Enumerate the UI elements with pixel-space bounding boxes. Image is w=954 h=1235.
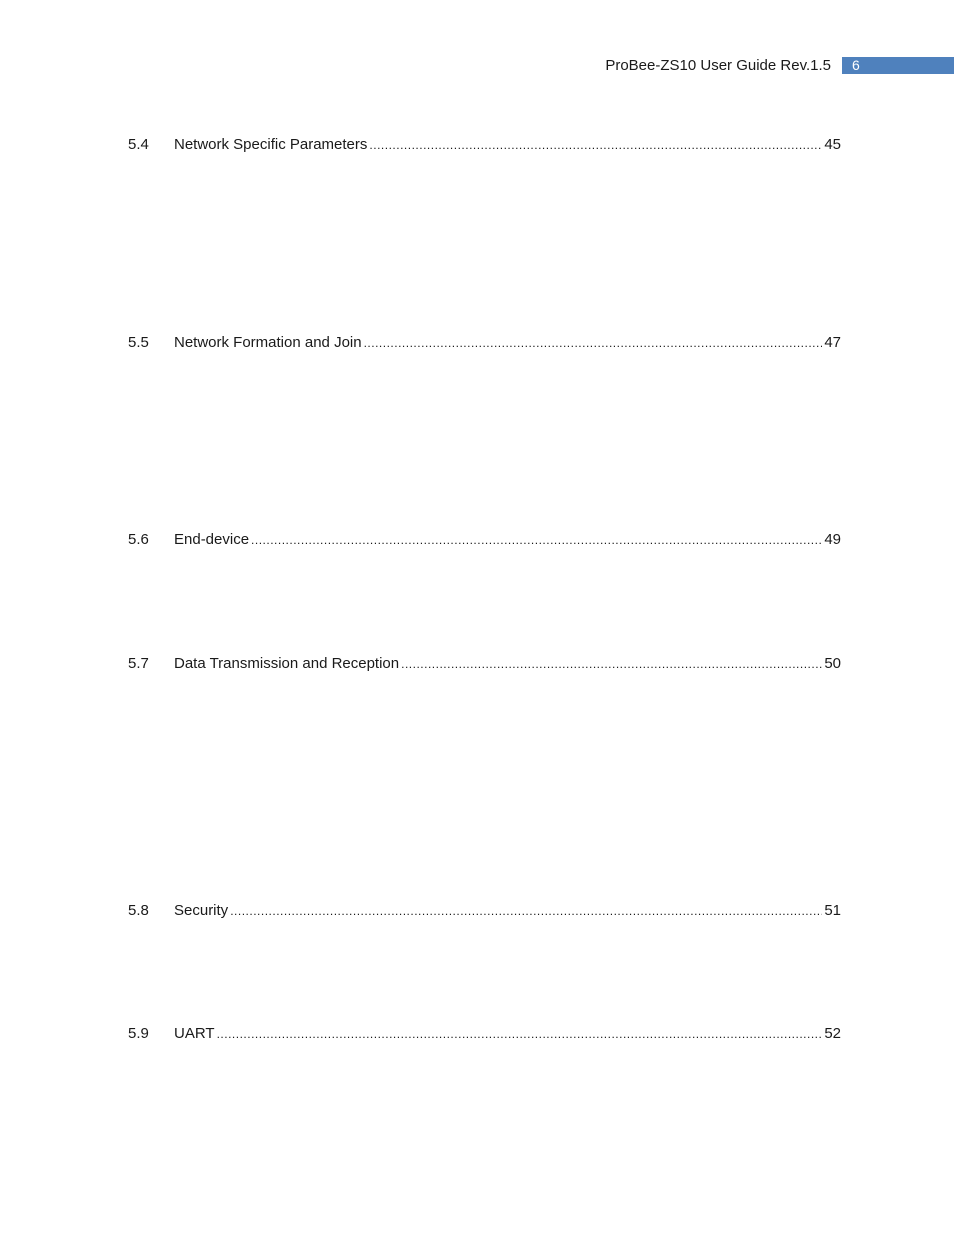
toc-entry-5-7[interactable] <box>128 655 841 673</box>
toc-dot-leader <box>217 1025 823 1043</box>
toc-dot-leader <box>230 902 822 920</box>
toc-page-number: 47 <box>824 334 841 351</box>
toc-section-title: Network Formation and Join <box>174 334 362 351</box>
toc-dot-leader <box>251 531 822 549</box>
toc-section-number: 5.4 <box>128 136 149 153</box>
toc-page-number: 45 <box>824 136 841 153</box>
toc-section-title: Data Transmission and Reception <box>174 655 400 672</box>
toc-entry-5-4[interactable] <box>128 136 841 154</box>
toc-page-number: 50 <box>824 655 841 672</box>
toc-section-title: Security <box>174 902 229 919</box>
toc-entry-5-5[interactable] <box>128 334 841 352</box>
page-number-badge <box>842 57 954 74</box>
toc-section-number: 5.7 <box>128 655 149 672</box>
toc-dot-leader <box>364 334 823 352</box>
toc-page-number: 52 <box>824 1025 841 1042</box>
document-title: ProBee-ZS10 User Guide Rev.1.5 <box>605 57 831 74</box>
page-header <box>0 57 954 75</box>
toc-section-number: 5.5 <box>128 334 149 351</box>
toc-section-title: UART <box>174 1025 215 1042</box>
toc-section-number: 5.9 <box>128 1025 149 1042</box>
toc-entry-5-6[interactable] <box>128 531 841 549</box>
toc-dot-leader <box>369 136 822 154</box>
toc-section-number: 5.8 <box>128 902 149 919</box>
page-number: 6 <box>852 57 860 73</box>
toc-page-number: 51 <box>824 902 841 919</box>
toc-page-number: 49 <box>824 531 841 548</box>
toc-dot-leader <box>401 655 822 673</box>
toc-section-title: Network Specific Parameters <box>174 136 368 153</box>
toc-entry-5-8[interactable] <box>128 902 841 920</box>
toc-entry-5-9[interactable] <box>128 1025 841 1043</box>
toc-section-number: 5.6 <box>128 531 149 548</box>
toc-section-title: End-device <box>174 531 250 548</box>
